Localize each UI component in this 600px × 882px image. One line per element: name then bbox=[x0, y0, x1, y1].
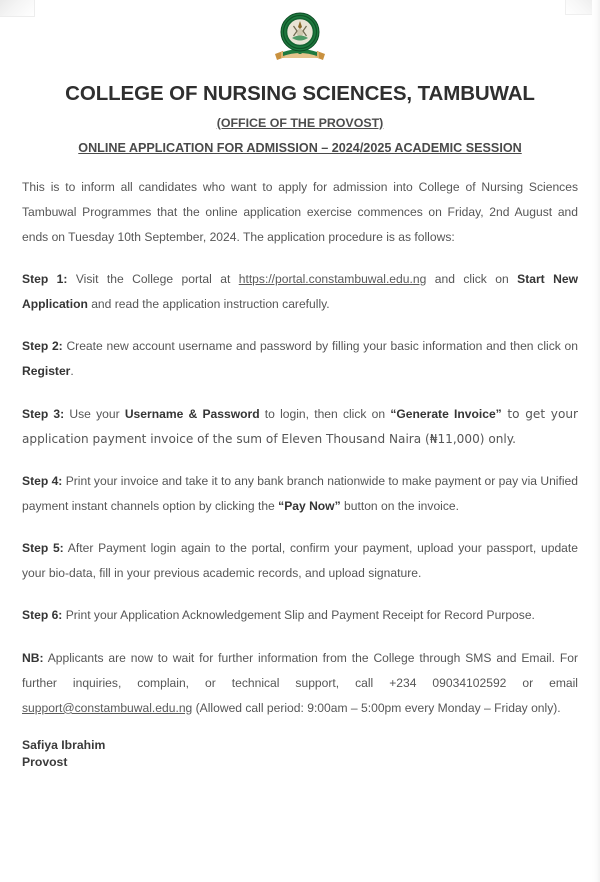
page-title: COLLEGE OF NURSING SCIENCES, TAMBUWAL bbox=[65, 82, 535, 105]
step-5-text: After Payment login again to the portal, confirm your payment, upload your passport, update your bio-data, fill in your previous academic records, and upload signature. bbox=[22, 541, 578, 581]
step-6-text: Print your Application Acknowledgement Slip and Payment Receipt for Record Purpose. bbox=[62, 608, 535, 623]
session-subtitle-text: ONLINE APPLICATION FOR ADMISSION – 2024/2025 ACADEMIC SESSION bbox=[78, 140, 522, 155]
step-4-text-a: Print your invoice and take it to any bank branch nationwide to make payment or pay via Unified payment instant channels option by clicking the bbox=[22, 473, 578, 513]
nb-label: NB: bbox=[22, 650, 44, 665]
step-3-text-c: to get your application payment invoice of the sum of Eleven Thousand Naira (₦11,000) only. bbox=[22, 406, 578, 446]
step-5-label: Step 5: bbox=[22, 541, 64, 556]
step-2-paragraph bbox=[22, 334, 578, 384]
intro-text: This is to inform all candidates who want to apply for admission into College of Nursing Sciences Tambuwal Programmes that the online application exercise commences on Friday, 2nd August and ends on Tuesday 10th September, 2024. The application procedure is as follows: bbox=[22, 179, 578, 244]
username-password-emphasis: Username & Password bbox=[124, 406, 260, 421]
generate-invoice-emphasis: “Generate Invoice” bbox=[390, 406, 502, 421]
step-1-label: Step 1: bbox=[22, 271, 68, 286]
signatory-role: Provost bbox=[22, 755, 68, 770]
office-subtitle bbox=[22, 116, 578, 130]
register-emphasis: Register bbox=[22, 364, 71, 379]
session-subtitle bbox=[22, 141, 578, 155]
signatory-name: Safiya Ibrahim bbox=[22, 737, 106, 752]
step-1-text-a: Visit the College portal at bbox=[67, 271, 239, 286]
pay-now-emphasis: “Pay Now” bbox=[278, 498, 341, 513]
portal-link[interactable]: https://portal.constambuwal.edu.ng bbox=[238, 271, 427, 286]
step-4-paragraph bbox=[22, 469, 578, 519]
nb-text-a: Applicants are now to wait for further information from the College through SMS and Email. For further inquiries, complain, or technical support, call bbox=[22, 650, 578, 690]
step-4-text-b: button on the invoice. bbox=[340, 498, 459, 513]
step-6-label: Step 6: bbox=[22, 608, 63, 623]
step-4-label: Step 4: bbox=[22, 473, 63, 488]
intro-paragraph bbox=[22, 175, 578, 250]
step-3-text-b: to login, then click on bbox=[259, 406, 391, 421]
support-email-link[interactable]: support@constambuwal.edu.ng bbox=[22, 700, 193, 715]
nb-text-c: (Allowed call period: 9:00am – 5:00pm every Monday – Friday only). bbox=[192, 700, 561, 715]
step-3-text-a: Use your bbox=[64, 406, 125, 421]
step-2-text-b: . bbox=[70, 364, 74, 379]
logo-container bbox=[22, 0, 578, 72]
nb-paragraph bbox=[22, 646, 578, 721]
step-1-paragraph bbox=[22, 267, 578, 317]
office-subtitle-text: (OFFICE OF THE PROVOST) bbox=[216, 115, 384, 130]
step-1-text-c: and read the application instruction carefully. bbox=[87, 297, 330, 312]
step-2-text-a: Create new account username and password by filling your basic information and then click on bbox=[62, 339, 578, 354]
signature-block bbox=[22, 737, 578, 772]
document-body bbox=[22, 175, 578, 772]
step-5-paragraph bbox=[22, 536, 578, 586]
step-1-text-b: and click on bbox=[426, 271, 518, 286]
step-3-paragraph bbox=[22, 402, 578, 452]
start-new-application-emphasis: Start New Application bbox=[22, 271, 579, 312]
nb-text-b: or email bbox=[506, 675, 578, 690]
step-6-paragraph bbox=[22, 603, 578, 628]
step-2-label: Step 2: bbox=[22, 339, 63, 354]
college-crest-icon bbox=[269, 12, 331, 68]
support-phone: +234 09034102592 bbox=[389, 675, 507, 690]
step-3-label: Step 3: bbox=[22, 406, 65, 421]
